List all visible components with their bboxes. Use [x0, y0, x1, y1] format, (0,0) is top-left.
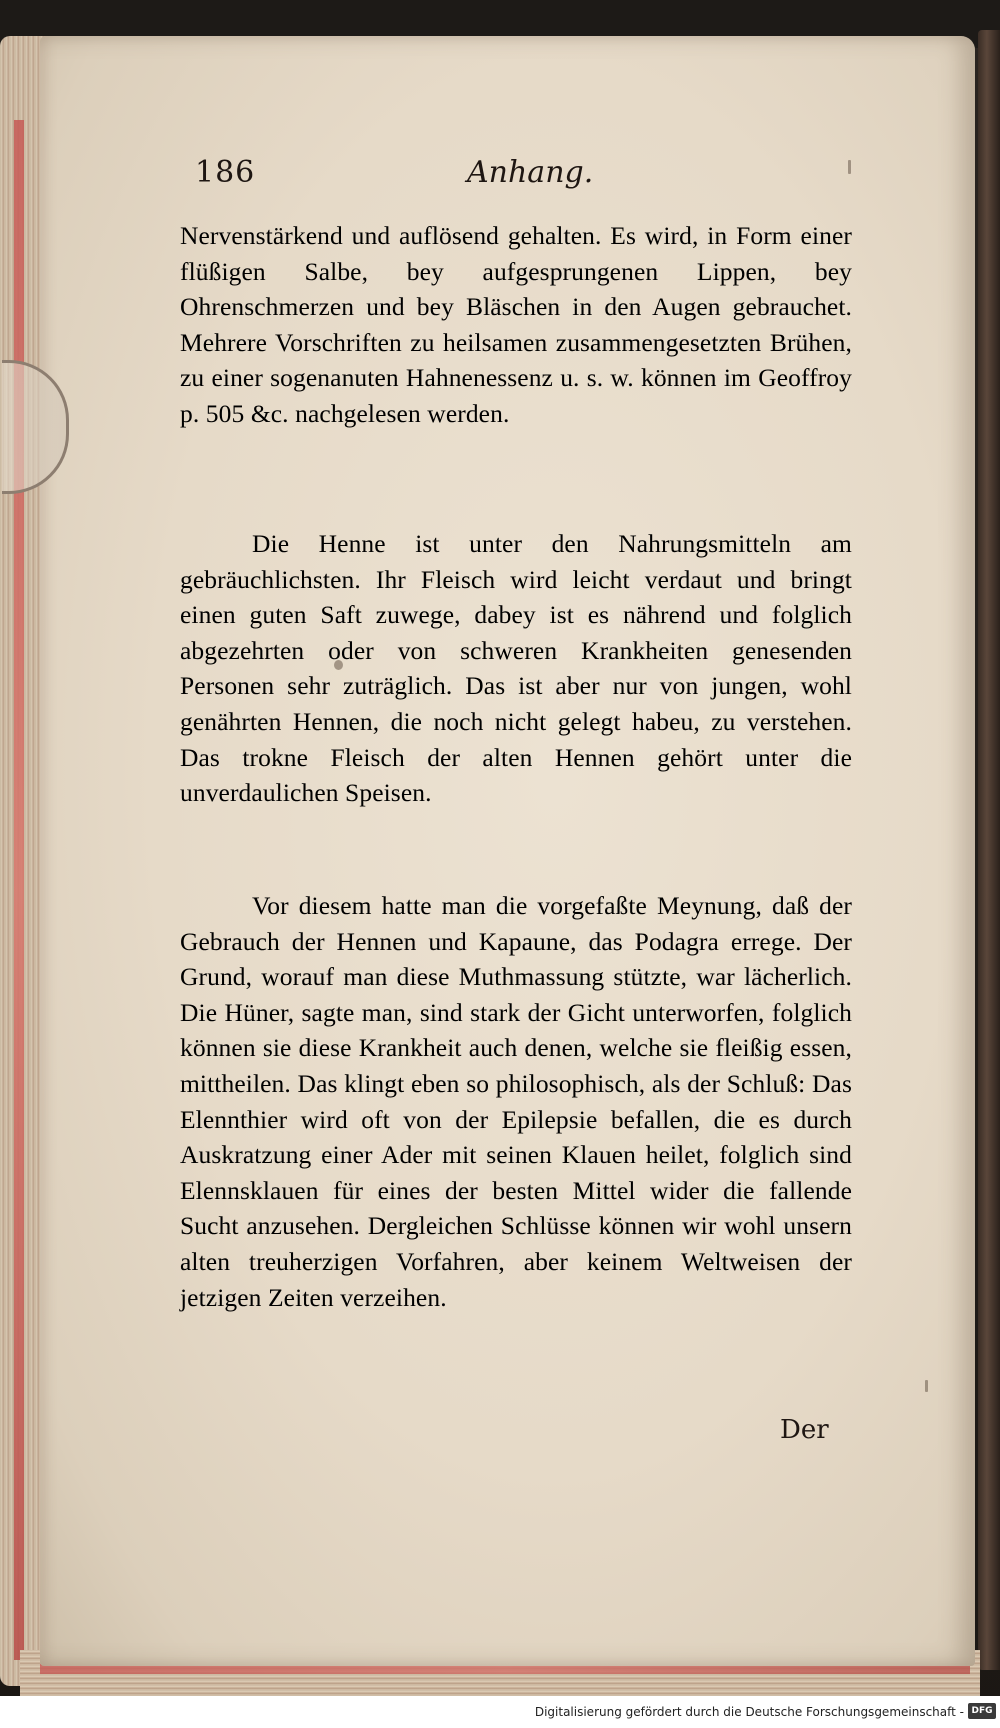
paragraph-1: Nervenstärkend und auflösend gehalten. Es wird, in Form einer flüßigen Salbe, bey aufgesprungenen Lippen, bey Ohrenschmerzen und bey Bläschen in den Augen gebrauchet. Mehrere Vorschriften zu heilsamen zusammengesetzten Brühen, zu einer sogenanuten Hahnenessenz u. s. w. können im Geoffroy p. 505 &c. nachgelesen werden. — [180, 221, 852, 428]
dfg-logo: DFG — [968, 1703, 996, 1719]
page-number: 186 — [195, 155, 256, 190]
page-header — [195, 155, 855, 205]
paragraph-3: Vor diesem hatte man die vorgefaßte Meynung, daß der Gebrauch der Hennen und Kapaune, das Podagra errege. Der Grund, worauf man diese Muthmassung stützte, war lächerlich. Die Hüner, sagte man, sind stark der Gicht unterworfen, folglich können sie diese Krankheit auch denen, welche sie fleißig essen, mittheilen. Das klingt eben so philosophisch, als der Schluß: Das Elennthier wird oft von der Epilepsie befallen, die es durch Auskratzung einer Ader mit seinen Klauen heilet, folglich sind Elennsklauen für eines der besten Mittel wider die fallende Sucht anzusehen. Dergleichen Schlüsse können wir wohl unsern alten treuherzigen Vorfahren, aber keinem Weltweisen der jetzigen Zeiten verzeihen. — [180, 891, 852, 1312]
paper-mark — [925, 1380, 928, 1392]
running-head: Anhang. — [467, 155, 594, 190]
digitization-credit: Digitalisierung gefördert durch die Deutsche Forschungsgemeinschaft - — [534, 1705, 964, 1719]
paragraph-2: Die Henne ist unter den Nahrungsmitteln am gebräuchlichsten. Ihr Fleisch wird leicht verdaut und bringt einen guten Saft zuwege, dabey ist es nährend und folglich abgezehrten oder von schweren Krankheiten genesenden Personen sehr zuträglich. Das ist aber nur von jungen, wohl genährten Hennen, die noch nicht gelegt habeu, zu verstehen. Das trokne Fleisch der alten Hennen gehört unter die unverdaulichen Speisen. — [180, 529, 852, 808]
red-edge-left — [14, 120, 24, 1660]
catchword: Der — [780, 1415, 829, 1445]
book-cover-edge — [978, 30, 1000, 1670]
